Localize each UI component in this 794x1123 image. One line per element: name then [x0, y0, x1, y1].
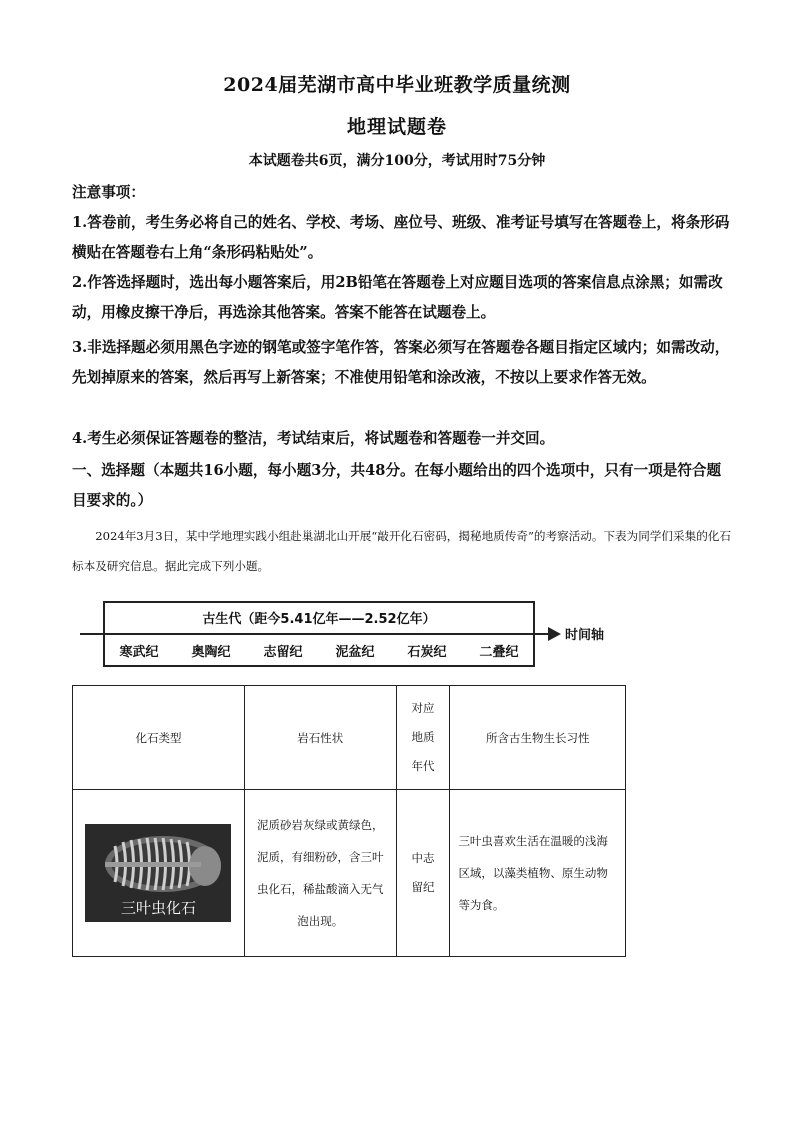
period-permian: 二叠纪: [479, 645, 519, 660]
fossil-table: [72, 685, 626, 957]
timeline-axis-line: [80, 633, 552, 635]
notice-heading: 注意事项：: [72, 184, 145, 201]
header-geologic-age: 对应地质年代: [396, 686, 450, 790]
period-ordovician: 奥陶纪: [191, 645, 231, 660]
notice-item-4: 4.考生必须保证答题卷的整洁，考试结束后，将试题卷和答题卷一并交回。: [72, 430, 555, 447]
rock-property-cell: 泥质砂岩灰绿或黄绿色，泥质，有细粉砂，含三叶虫化石，稀盐酸滴入无气泡出现。: [244, 790, 396, 957]
fossil-label: 三叶虫化石: [120, 899, 196, 917]
table-row: [73, 790, 626, 957]
material-text: 2024年3月3日，某中学地理实践小组赴巢湖北山开展“敲开化石密码，揭秘地质传奇”的考察活动。下表为同学们采集的化石标本及研究信息。据此完成下列小题。: [72, 529, 731, 573]
trilobite-fossil-image: [85, 824, 231, 922]
habit-cell: 三叶虫喜欢生活在温暖的浅海区域，以藻类植物、原生动物等为食。: [450, 790, 626, 957]
notice-item-1: 1.答卷前，考生务必将自己的姓名、学校、考场、座位号、班级、准考证号填写在答题卷上，将条形码横贴在答题卷右上角“条形码粘贴处”。: [72, 214, 730, 261]
header-fossil-type: 化石类型: [73, 686, 245, 790]
section-heading: 一、选择题（本题共16小题，每小题3分，共48分。在每小题给出的四个选项中，只有一项是符合题目要求的。）: [72, 462, 722, 509]
timeline-era: 古生代（距今5.41亿年——2.52亿年）: [202, 612, 436, 627]
exam-subtitle: 地理试题卷: [346, 116, 447, 138]
table-header-row: [73, 686, 626, 790]
period-carboniferous: 石炭纪: [407, 645, 447, 660]
timeline-axis-label: 时间轴: [565, 628, 605, 643]
exam-title: 2024届芜湖市高中毕业班教学质量统测: [223, 74, 571, 96]
exam-info: 本试题卷共6页，满分100分，考试用时75分钟: [248, 153, 546, 169]
geologic-age-cell: 中志留纪: [396, 790, 450, 957]
notice-item-3: 3.非选择题必须用黑色字迹的钢笔或签字笔作答，答案必须写在答题卷各题目指定区域内；如需改动，先划掉原来的答案，然后再写上新答案；不准使用铅笔和涂改液，不按以上要求作答无效。: [72, 339, 730, 386]
timeline-periods: [103, 641, 535, 660]
fossil-cell: [73, 790, 245, 957]
period-devonian: 泥盆纪: [335, 645, 375, 660]
period-silurian: 志留纪: [263, 645, 303, 660]
header-rock-property: 岩石性状: [244, 686, 396, 790]
notice-item-2: 2.作答选择题时，选出每小题答案后，用2B铅笔在答题卷上对应题目选项的答案信息点涂黑；如需改动，用橡皮擦干净后，再选涂其他答案。答案不能答在试题卷上。: [72, 274, 723, 321]
arrow-right-icon: [548, 627, 561, 641]
header-habit: 所含古生物生长习性: [450, 686, 626, 790]
period-cambrian: 寒武纪: [119, 645, 159, 660]
